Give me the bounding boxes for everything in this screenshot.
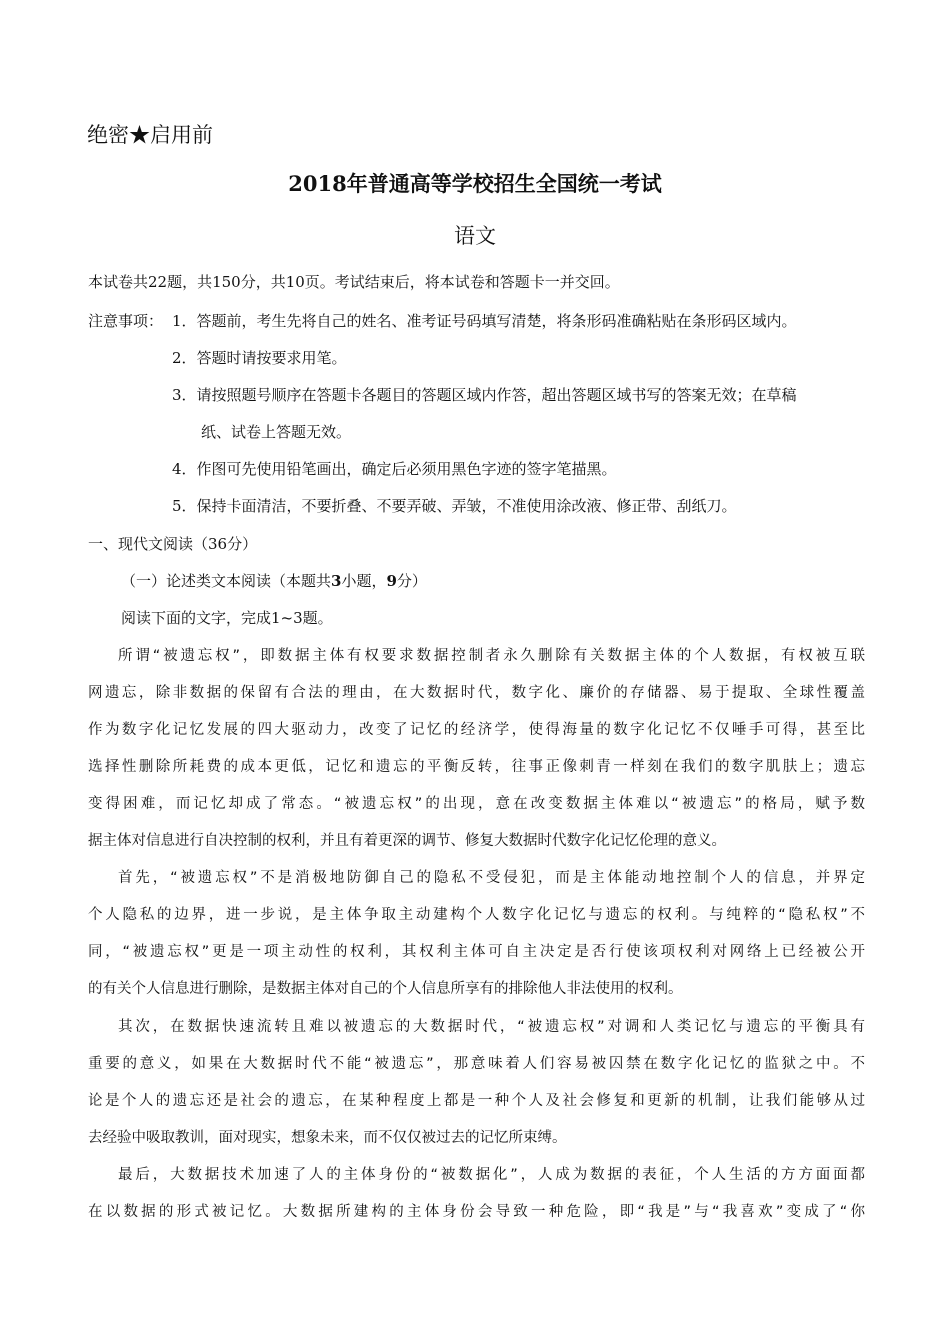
note-item: 1．答题前，考生先将自己的姓名、准考证号码填写清楚，将条形码准确粘贴在条形码区域内。 (172, 312, 797, 330)
score-value: 9 (386, 572, 397, 590)
passage-line: 同，“被遗忘权”更是一项主动性的权利，其权利主体可自主决定是否行使该项权利对网络上已经被公开 (88, 944, 865, 960)
passage-line: 首先，“被遗忘权”不是消极地防御自己的隐私不受侵犯，而是主体能动地控制个人的信息，并界定 (118, 870, 865, 886)
note-item: 4．作图可先使用铅笔画出，确定后必须用黑色字迹的签字笔描黑。 (172, 460, 617, 478)
secret-label: 绝密★启用前 (87, 123, 213, 147)
exam-title: 2018年普通高等学校招生全国统一考试 (288, 171, 662, 196)
exam-intro: 本试卷共22题，共150分，共10页。考试结束后，将本试卷和答题卡一并交回。 (88, 273, 620, 291)
subsection-heading (121, 570, 427, 592)
question-count: 3 (331, 572, 342, 590)
passage-line: 个人隐私的边界，进一步说，是主体争取主动建构个人数字化记忆与遗忘的权利。与纯粹的“隐私权”不 (88, 907, 865, 923)
passage-line: 其次，在数据快速流转且难以被遗忘的大数据时代，“被遗忘权”对调和人类记忆与遗忘的平衡具有 (118, 1019, 865, 1035)
passage-line: 变得困难，而记忆却成了常态。“被遗忘权”的出现，意在改变数据主体难以“被遗忘”的格局，赋予数 (88, 796, 865, 812)
passage-line: 最后，大数据技术加速了人的主体身份的“被数据化”，人成为数据的表征，个人生活的方方面面都 (118, 1167, 865, 1183)
passage-line: 选择性删除所耗费的成本更低，记忆和遗忘的平衡反转，往事正像刺青一样刻在我们的数字肌肤上；遗忘 (88, 759, 865, 775)
subsection-prefix: （一）论述类文本阅读（本题共 (121, 572, 332, 590)
passage-line: 论是个人的遗忘还是社会的遗忘，在某种程度上都是一种个人及社会修复和更新的机制，让我们能够从过 (88, 1093, 865, 1109)
passage-line: 网遗忘，除非数据的保留有合法的理由，在大数据时代，数字化、廉价的存储器、易于提取、全球性覆盖 (88, 685, 865, 701)
subject-title: 语文 (454, 224, 496, 248)
passage-line: 去经验中吸取教训，面对现实，想象未来，而不仅仅被过去的记忆所束缚。 (88, 1130, 567, 1146)
note-item: 5．保持卡面清洁，不要折叠、不要弄破、弄皱，不准使用涂改液、修正带、刮纸刀。 (172, 497, 737, 515)
passage-line: 的有关个人信息进行删除，是数据主体对自己的个人信息所享有的排除他人非法使用的权利。 (88, 981, 683, 997)
note-item-continued: 纸、试卷上答题无效。 (201, 423, 352, 441)
subsection-suffix: 分） (396, 572, 427, 590)
passage-line: 重要的意义，如果在大数据时代不能“被遗忘”，那意味着人们容易被囚禁在数字化记忆的监狱之中。不 (88, 1056, 865, 1072)
subsection-mid: 小题， (341, 572, 387, 590)
section-heading: 一、现代文阅读（36分） (88, 535, 258, 553)
passage-line: 作为数字化记忆发展的四大驱动力，改变了记忆的经济学，使得海量的数字化记忆不仅唾手可得，甚至比 (88, 722, 865, 738)
note-item: 2．答题时请按要求用笔。 (172, 349, 347, 367)
note-item: 3．请按照题号顺序在答题卡各题目的答题区域内作答，超出答题区域书写的答案无效；在草稿 (172, 386, 797, 404)
notes-label: 注意事项： (88, 312, 164, 330)
reading-prompt: 阅读下面的文字，完成1~3题。 (121, 609, 333, 627)
passage-line: 所谓“被遗忘权”，即数据主体有权要求数据控制者永久删除有关数据主体的个人数据，有权被互联 (118, 648, 865, 664)
passage-line: 据主体对信息进行自决控制的权利，并且有着更深的调节、修复大数据时代数字化记忆伦理的意义。 (88, 833, 726, 849)
passage-line: 在以数据的形式被记忆。大数据所建构的主体身份会导致一种危险，即“我是”与“我喜欢”变成了“你 (88, 1204, 865, 1220)
